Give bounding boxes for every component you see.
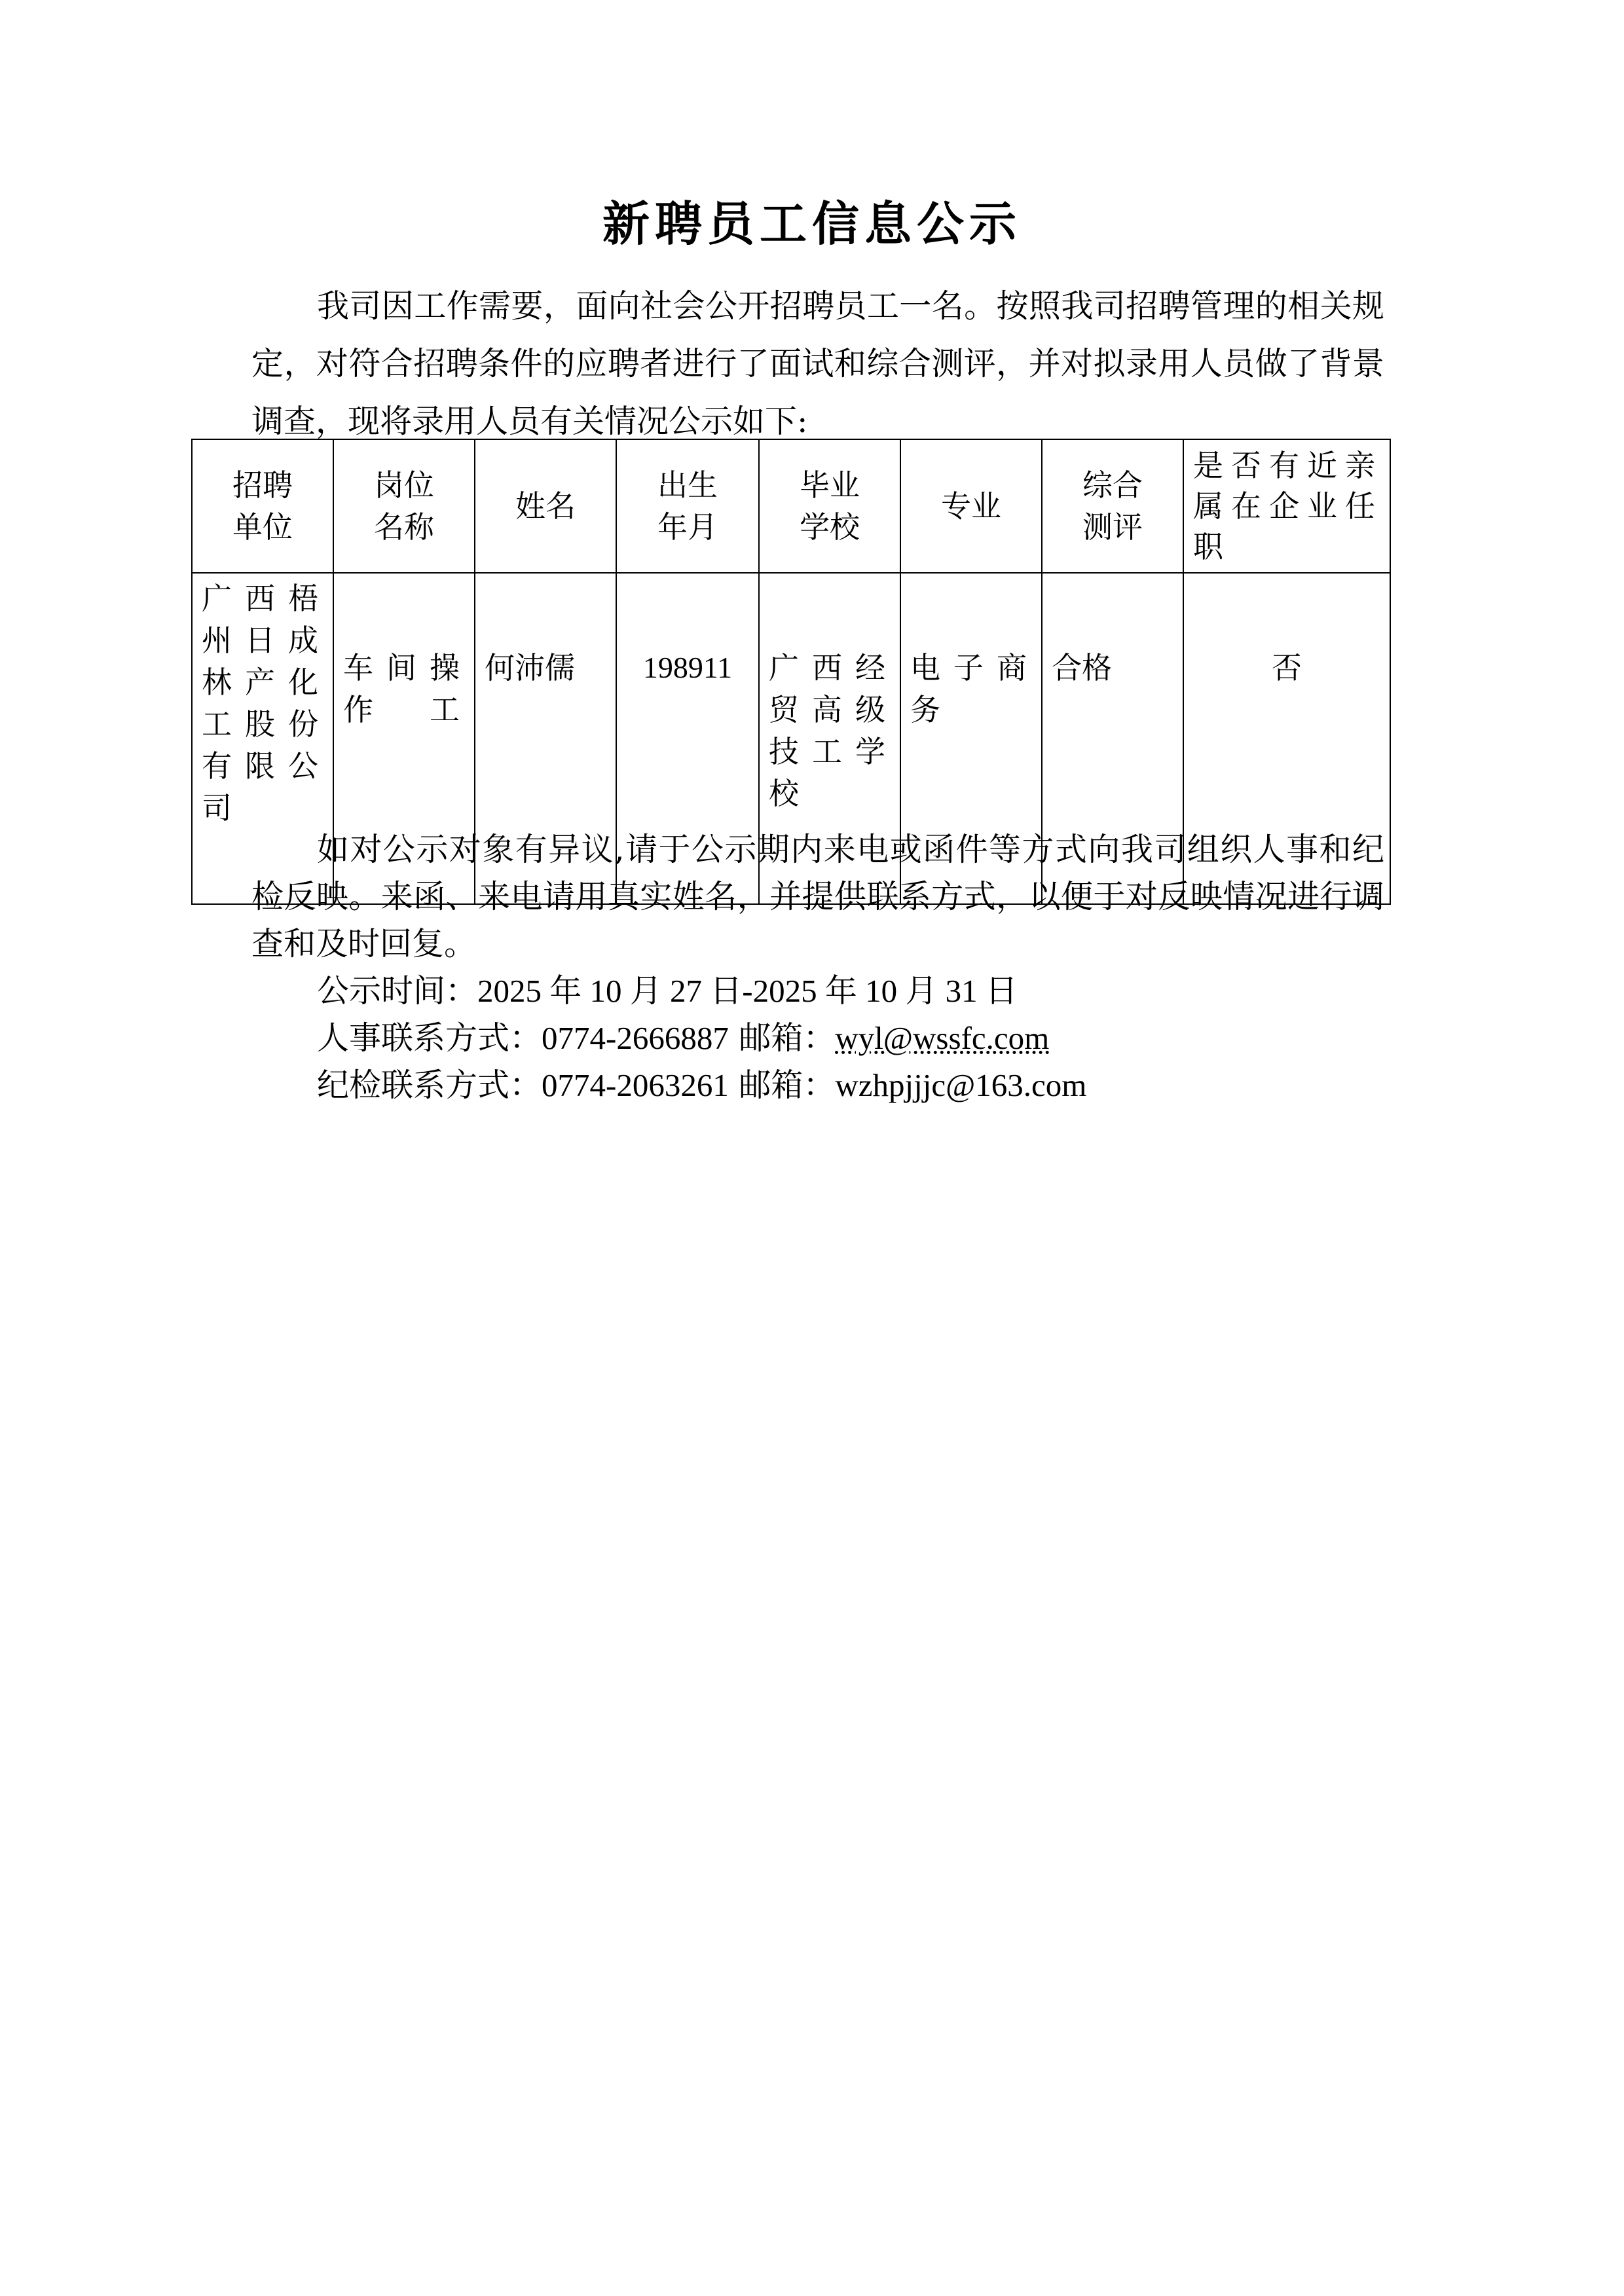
header-cell: 岗位 名称 xyxy=(333,439,475,573)
cell-relatives: 否 xyxy=(1183,573,1390,904)
header-cell: 招聘 单位 xyxy=(192,439,333,573)
header-cell: 毕业 学校 xyxy=(759,439,900,573)
discipline-label: 纪检联系方式： xyxy=(317,1066,542,1104)
hr-email-link[interactable]: wyl@wssfc.com xyxy=(835,1020,1050,1056)
cell-birth: 198911 xyxy=(616,573,759,904)
header-cell: 专业 xyxy=(900,439,1042,573)
header-cell: 姓名 xyxy=(475,439,616,573)
objection-notice: 如对公示对象有异议,请于公示期内来电或函件等方式向我司组织人事和纪检反映。来函、来电请用真实姓名，并提供联系方式，以便于对反映情况进行调查和及时回复。 xyxy=(251,831,1384,962)
cell-name: 何沛儒 xyxy=(475,573,616,904)
header-cell: 出生 年月 xyxy=(616,439,759,573)
publicity-period xyxy=(317,968,1018,1015)
hr-contact xyxy=(317,1015,1049,1062)
cell-major: 电子商务 xyxy=(900,573,1042,904)
table-header-row xyxy=(192,439,1390,573)
cell-school: 广西经贸高级技工学校 xyxy=(759,573,900,904)
cell-evaluation: 合格 xyxy=(1042,573,1183,904)
period-label: 公示时间： xyxy=(317,972,478,1010)
hr-email-label: 邮箱： xyxy=(728,1019,836,1057)
header-cell: 综合 测评 xyxy=(1042,439,1183,573)
discipline-phone: 0774-2063261 xyxy=(542,1067,729,1103)
discipline-email: wzhpjjjc@163.com xyxy=(835,1067,1087,1103)
hr-phone: 0774-2666887 xyxy=(542,1020,729,1056)
intro-paragraph: 我司因工作需要，面向社会公开招聘员工一名。按照我司招聘管理的相关规定，对符合招聘条件的应聘者进行了面试和综合测评，并对拟录用人员做了背景调查，现将录用人员有关情况公示如下: xyxy=(251,287,1384,440)
header-cell: 是否有近亲属在企业任职 xyxy=(1183,439,1390,573)
discipline-contact xyxy=(317,1062,1086,1109)
period-value: 2025 年 10 月 27 日-2025 年 10 月 31 日 xyxy=(477,973,1018,1009)
cell-unit: 广西梧州日成林产化工股份有限公司 xyxy=(192,573,333,904)
page-title: 新聘员工信息公示 xyxy=(602,196,1022,251)
cell-position: 车间操作工 xyxy=(333,573,475,904)
hr-label: 人事联系方式： xyxy=(317,1019,542,1057)
discipline-email-label: 邮箱： xyxy=(728,1066,836,1104)
